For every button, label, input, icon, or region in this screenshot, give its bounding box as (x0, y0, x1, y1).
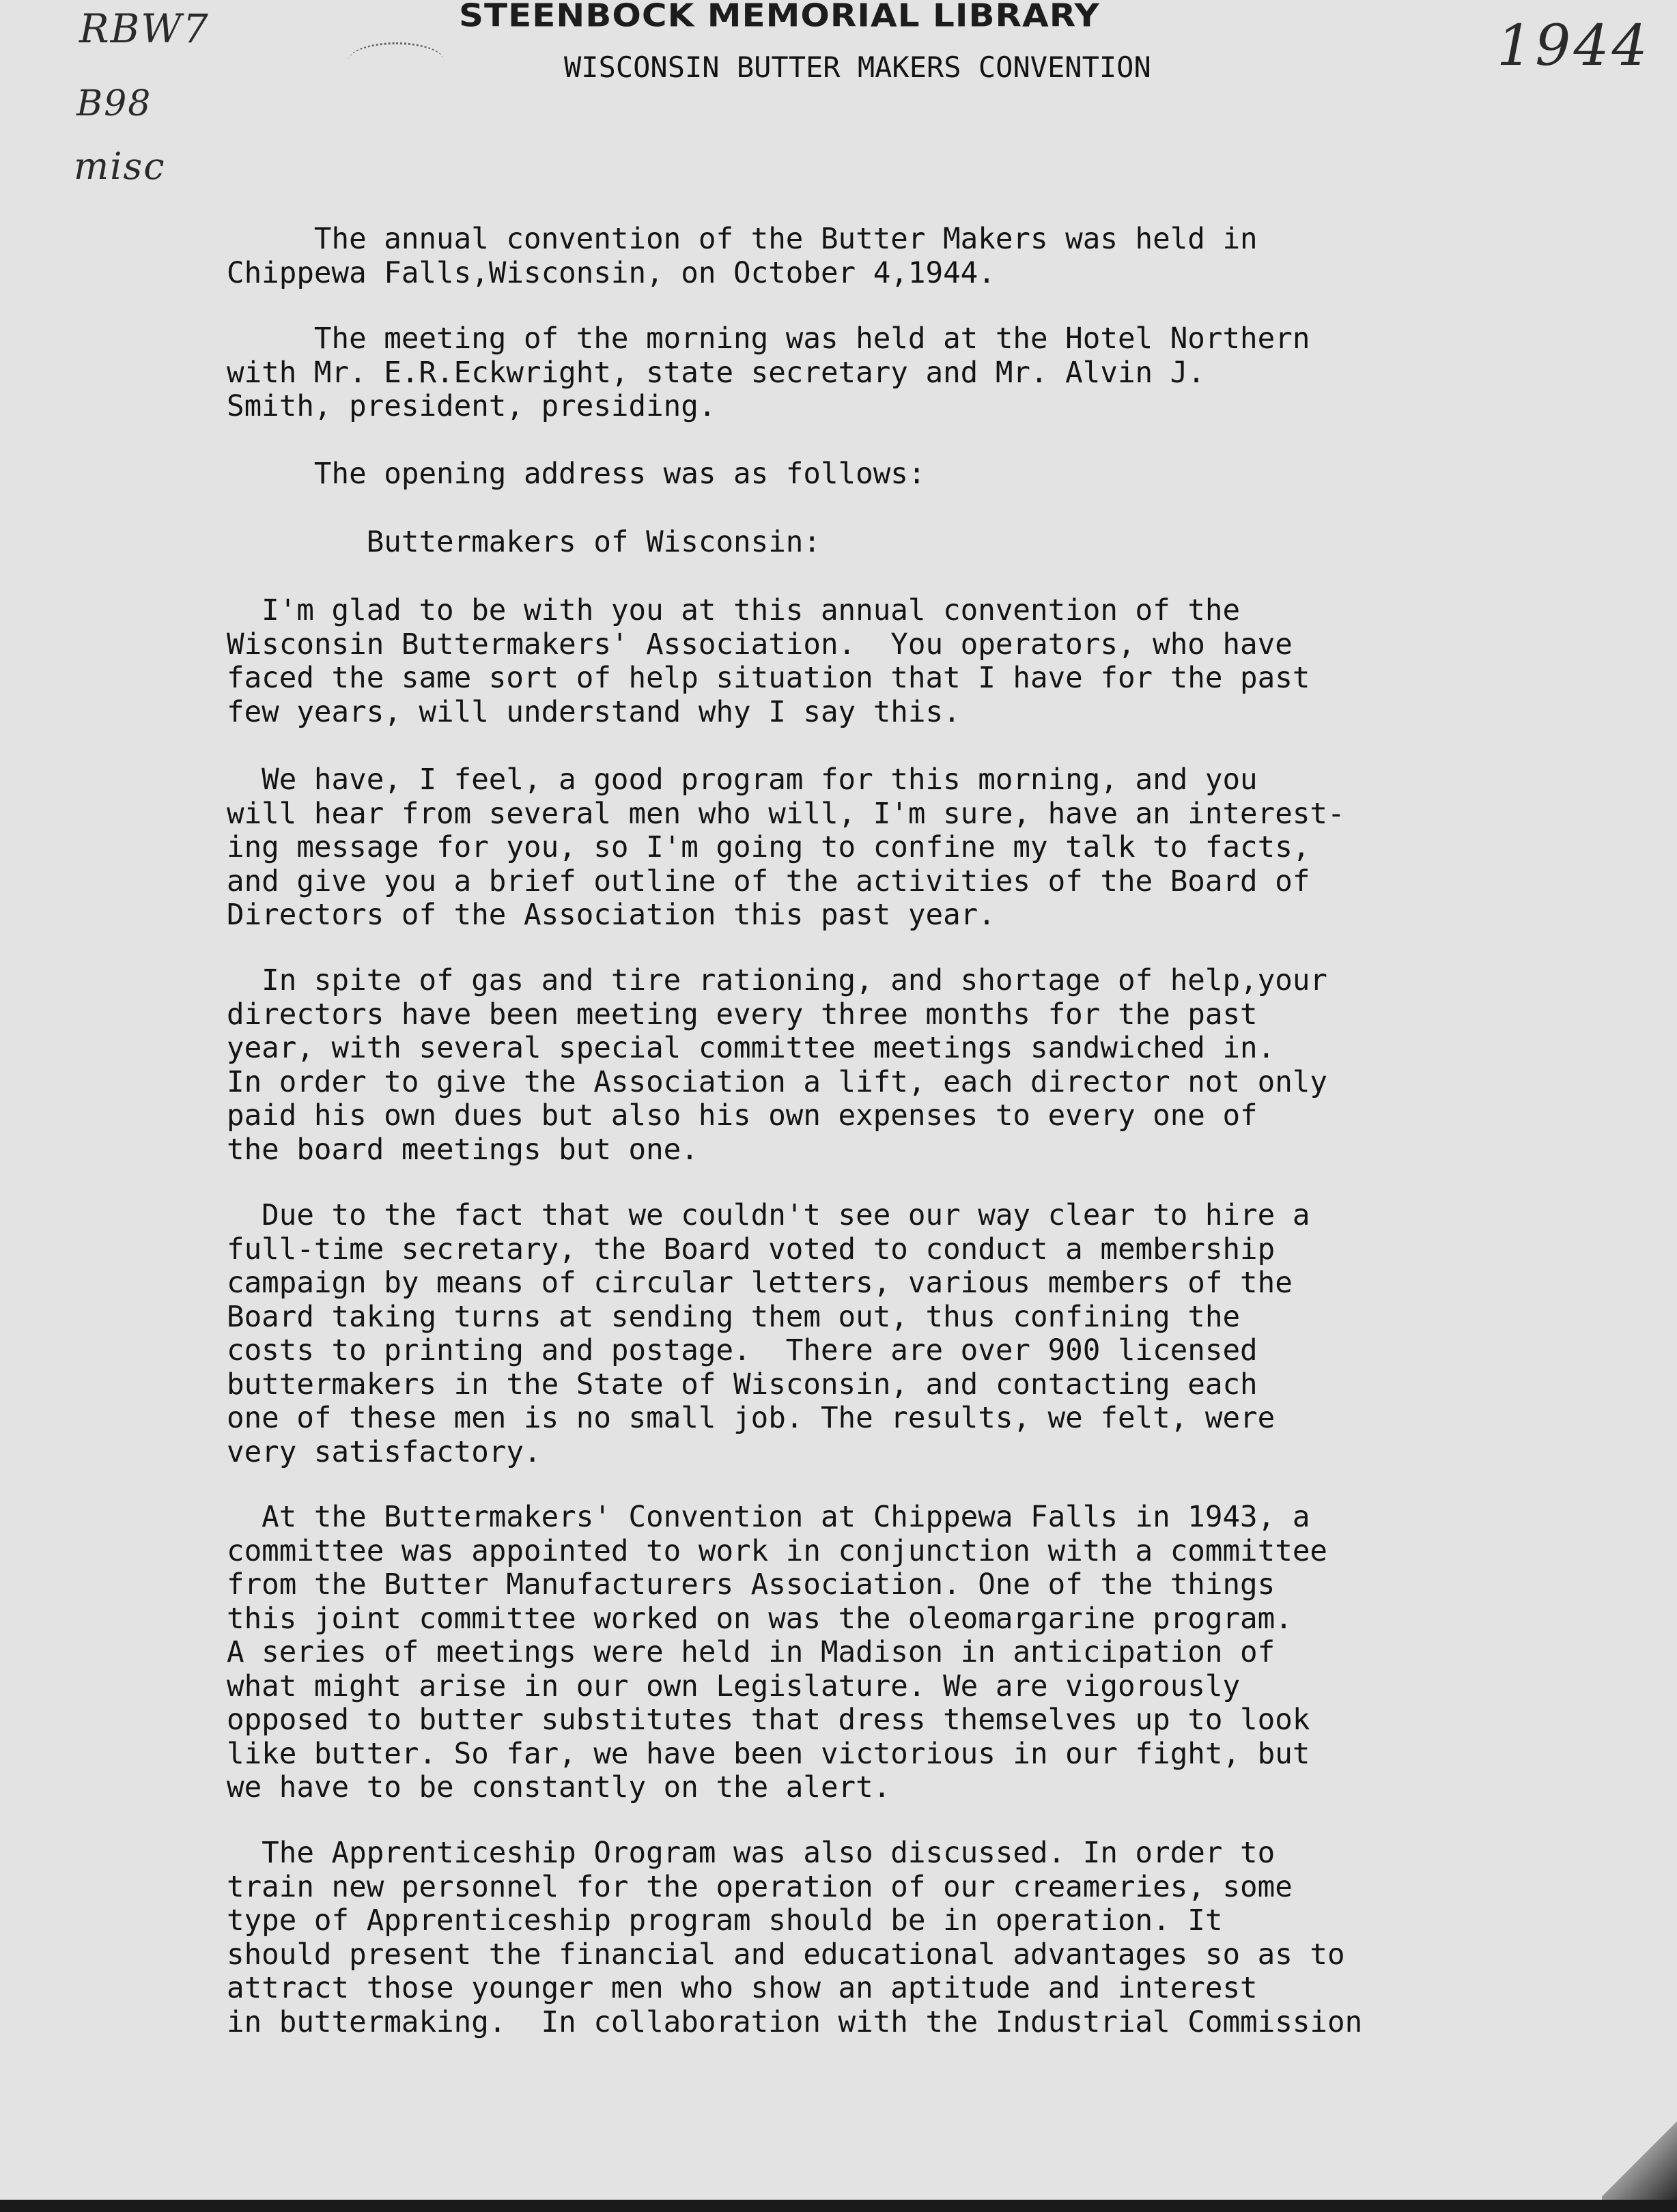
text-line: Directors of the Association this past year. (227, 898, 996, 932)
document-title: WISCONSIN BUTTER MAKERS CONVENTION (564, 51, 1151, 84)
text-line: The meeting of the morning was held at the Hotel Northern (227, 322, 1310, 356)
text-line: Board taking turns at sending them out, thus confining the (227, 1300, 1241, 1334)
handwritten-note-misc: misc (74, 145, 166, 188)
text-line: very satisfactory. (227, 1435, 541, 1469)
text-line: Smith, president, presiding. (227, 390, 716, 423)
paragraph (227, 223, 1258, 290)
text-line: buttermakers in the State of Wisconsin, and contacting each (227, 1367, 1258, 1402)
text-line: Buttermakers of Wisconsin: (227, 526, 821, 559)
paragraph (227, 1199, 1310, 1469)
paragraph (227, 1501, 1327, 1805)
text-line: with Mr. E.R.Eckwright, state secretary and Mr. Alvin J. (227, 356, 1205, 390)
text-line: At the Buttermakers' Convention at Chippewa Falls in 1943, a (227, 1501, 1310, 1534)
text-line: train new personnel for the operation of our creameries, some (227, 1870, 1293, 1904)
text-line: committee was appointed to work in conjunction with a committee (227, 1534, 1327, 1568)
text-line: The opening address was as follows: (227, 457, 926, 491)
text-line: one of these men is no small job. The results, we felt, were (227, 1402, 1276, 1435)
text-line: The annual convention of the Butter Makers was held in (227, 223, 1258, 256)
text-line: Chippewa Falls,Wisconsin, on October 4,1944. (227, 256, 996, 290)
handwritten-note-rbw7: RBW7 (79, 5, 210, 52)
scan-border (0, 2200, 1677, 2212)
text-line: year, with several special committee meetings sandwiched in. (227, 1032, 1276, 1065)
text-line: this joint committee worked on was the oleomargarine program. (227, 1602, 1293, 1636)
handwritten-year: 1944 (1497, 14, 1650, 79)
text-line: directors have been meeting every three months for the past (227, 997, 1258, 1032)
salutation (227, 526, 821, 560)
paragraph (227, 1837, 1362, 2039)
paragraph (227, 457, 926, 492)
text-line: In spite of gas and tire rationing, and shortage of help,your (227, 964, 1327, 997)
text-line: faced the same sort of help situation that I have for the past (227, 662, 1310, 695)
text-line: full-time secretary, the Board voted to conduct a membership (227, 1232, 1276, 1266)
text-line: we have to be constantly on the alert. (227, 1771, 891, 1804)
paragraph (227, 594, 1310, 729)
handwritten-note-b98: B98 (76, 83, 152, 124)
text-line: Due to the fact that we couldn't see our way clear to hire a (227, 1199, 1310, 1232)
text-line: opposed to butter substitutes that dress themselves up to look (227, 1703, 1310, 1737)
text-line: what might arise in our own Legislature. We are vigorously (227, 1669, 1241, 1703)
text-line: should present the financial and educational advantages so as to (227, 1938, 1345, 1972)
text-line: will hear from several men who will, I'm sure, have an interest- (227, 797, 1345, 831)
text-line: In order to give the Association a lift, each director not only (227, 1065, 1327, 1099)
text-line: the board meetings but one. (227, 1133, 699, 1167)
text-line: attract those younger men who show an aptitude and interest (227, 1972, 1258, 2005)
text-line: costs to printing and postage. There are over 900 licensed (227, 1334, 1258, 1367)
text-line: type of Apprenticeship program should be in operation. It (227, 1904, 1223, 1938)
text-line: like butter. So far, we have been victorious in our fight, but (227, 1737, 1310, 1771)
text-line: ing message for you, so I'm going to confine my talk to facts, (227, 831, 1310, 864)
text-line: Wisconsin Buttermakers' Association. You operators, who have (227, 627, 1293, 662)
text-line: paid his own dues but also his own expenses to every one of (227, 1099, 1258, 1133)
library-stamp: STEENBOCK MEMORIAL LIBRARY (459, 0, 1100, 34)
text-line: I'm glad to be with you at this annual convention of the (227, 594, 1241, 627)
text-line: few years, will understand why I say this. (227, 695, 961, 729)
paragraph (227, 322, 1310, 424)
text-line: and give you a brief outline of the activities of the Board of (227, 864, 1310, 898)
paragraph (227, 763, 1345, 933)
paragraph (227, 964, 1327, 1167)
text-line: We have, I feel, a good program for this morning, and you (227, 763, 1258, 797)
text-line: A series of meetings were held in Madison in anticipation of (227, 1636, 1276, 1669)
page-corner-fold (1602, 2118, 1677, 2200)
text-line: campaign by means of circular letters, various members of the (227, 1266, 1293, 1300)
text-line: from the Butter Manufacturers Association. One of the things (227, 1568, 1276, 1602)
text-line: in buttermaking. In collaboration with the Industrial Commission (227, 2005, 1363, 2039)
text-line: The Apprenticeship Orogram was also discussed. In order to (227, 1837, 1276, 1870)
